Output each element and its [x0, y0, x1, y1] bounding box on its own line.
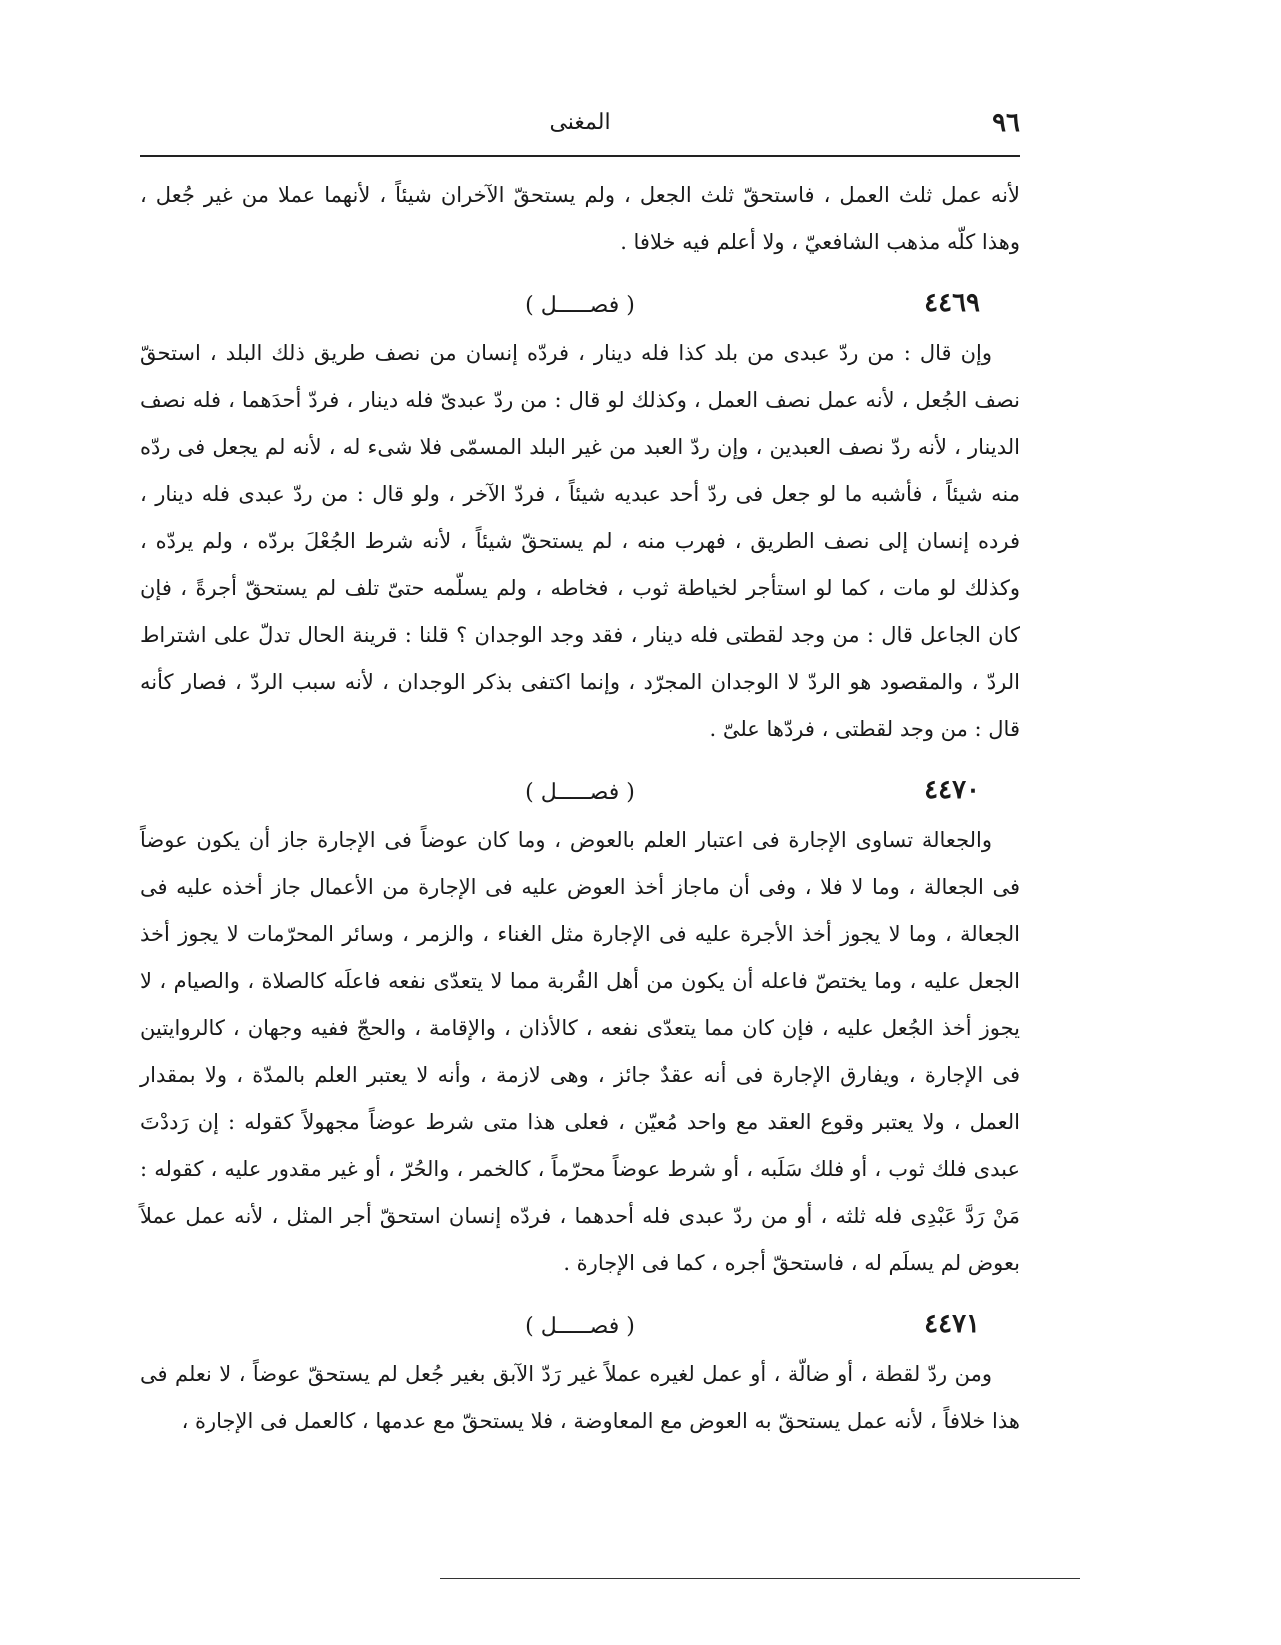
section-heading — [140, 276, 1020, 326]
section-paragraph: وإن قال : من ردّ عبدى من بلد كذا فله دينار ، فردّه إنسان من نصف طريق ذلك البلد ، استحقّ نصف الجُعل ، لأنه عمل نصف العمل ، وكذلك لو قال : من ردّ عبدىّ فله دينار ، فردّ أحدَهما ، فله نصف الدينار ، لأنه ردّ نصف العبدين ، وإن ردّ العبد من غير البلد المسمّى فلا شىء له ، لأنه لم يجعل فى ردّه منه شيئاً ، فأشبه ما لو جعل فى ردّ أحد عبديه شيئاً ، فردّ الآخر ، ولو قال : من ردّ عبدى فله دينار ، فرده إنسان إلى نصف الطريق ، فهرب منه ، لم يستحقّ شيئاً ، لأنه شرط الجُعْلَ بردّه ، ولم يردّه ، وكذلك لو مات ، كما لو استأجر لخياطة ثوب ، فخاطه ، ولم يسلّمه حتىّ تلف لم يستحقّ أجرةً ، فإن كان الجاعل قال : من وجد لقطتى فله دينار ، فقد وجد الوجدان ؟ قلنا : قرينة الحال تدلّ على اشتراط الردّ ، والمقصود هو الردّ لا الوجدان المجرّد ، وإنما اكتفى بذكر الوجدان ، لأنه سبب الردّ ، فصار كأنه قال : من وجد لقطتى ، فردّها علىّ . — [140, 341, 1020, 741]
opening-paragraph: لأنه عمل ثلث العمل ، فاستحقّ ثلث الجعل ، ولم يستحقّ الآخران شيئاً ، لأنهما عملا من غير جُعل ، وهذا كلّه مذهب الشافعيّ ، ولا أعلم فيه خلافا . — [140, 183, 1020, 254]
section-title: ( فصـــــل ) — [525, 1314, 635, 1339]
body-text — [140, 172, 1020, 1445]
section-number: ٤٤٦٩ — [924, 288, 980, 318]
section-paragraph: والجعالة تساوى الإجارة فى اعتبار العلم بالعوض ، وما كان عوضاً فى الإجارة جاز أن يكون عوضاً فى الجعالة ، وما لا فلا ، وفى أن ماجاز أخذ العوض عليه فى الإجارة من الأعمال جاز أخذه عليه فى الجعالة ، وما لا يجوز أخذ الأجرة عليه فى الإجارة مثل الغناء ، والزمر ، وسائر المحرّمات لا يجوز أخذ الجعل عليه ، وما يختصّ فاعله أن يكون من أهل القُربة مما لا يتعدّى نفعه فاعلَه كالصلاة ، والصيام ، لا يجوز أخذ الجُعل عليه ، فإن كان مما يتعدّى نفعه ، كالأذان ، والإقامة ، والحجّ ففيه وجهان ، كالروايتين فى الإجارة ، ويفارق الإجارة فى أنه عقدٌ جائز ، وهى لازمة ، وأنه لا يعتبر العلم بالمدّة ، ولا بمقدار العمل ، ولا يعتبر وقوع العقد مع واحد مُعيّن ، فعلى هذا متى شرط عوضاً مجهولاً كقوله : إن رَددْتَ عبدى فلك ثوب ، أو فلك سَلَبه ، أو شرط عوضاً محرّماً ، كالخمر ، والحُرّ ، أو غير مقدور عليه ، كقوله : مَنْ رَدَّ عَبْدِى فله ثلثه ، أو من ردّ عبدى فله أحدهما ، فردّه إنسان استحقّ أجر المثل ، لأنه عمل عملاً بعوض لم يسلَم له ، فاستحقّ أجره ، كما فى الإجارة . — [140, 828, 1020, 1275]
section-title: ( فصـــــل ) — [525, 780, 635, 805]
section-number: ٤٤٧١ — [924, 1309, 980, 1339]
book-title: المغنى — [549, 110, 611, 135]
header-rule — [140, 155, 1020, 157]
footer-rule — [440, 1578, 1080, 1579]
section-number: ٤٤٧٠ — [924, 775, 980, 805]
page-number: ٩٦ — [992, 108, 1020, 138]
section-paragraph: ومن ردّ لقطة ، أو ضالّة ، أو عمل لغيره عملاً غير رَدّ الآبق بغير جُعل لم يستحقّ عوضاً ، لا نعلم فى هذا خلافاً ، لأنه عمل يستحقّ به العوض مع المعاوضة ، فلا يستحقّ مع عدمها ، كالعمل فى الإجارة ، — [140, 1362, 1020, 1433]
section-title: ( فصـــــل ) — [525, 293, 635, 318]
section-heading — [140, 763, 1020, 813]
running-head — [140, 108, 1020, 148]
section-heading — [140, 1297, 1020, 1347]
